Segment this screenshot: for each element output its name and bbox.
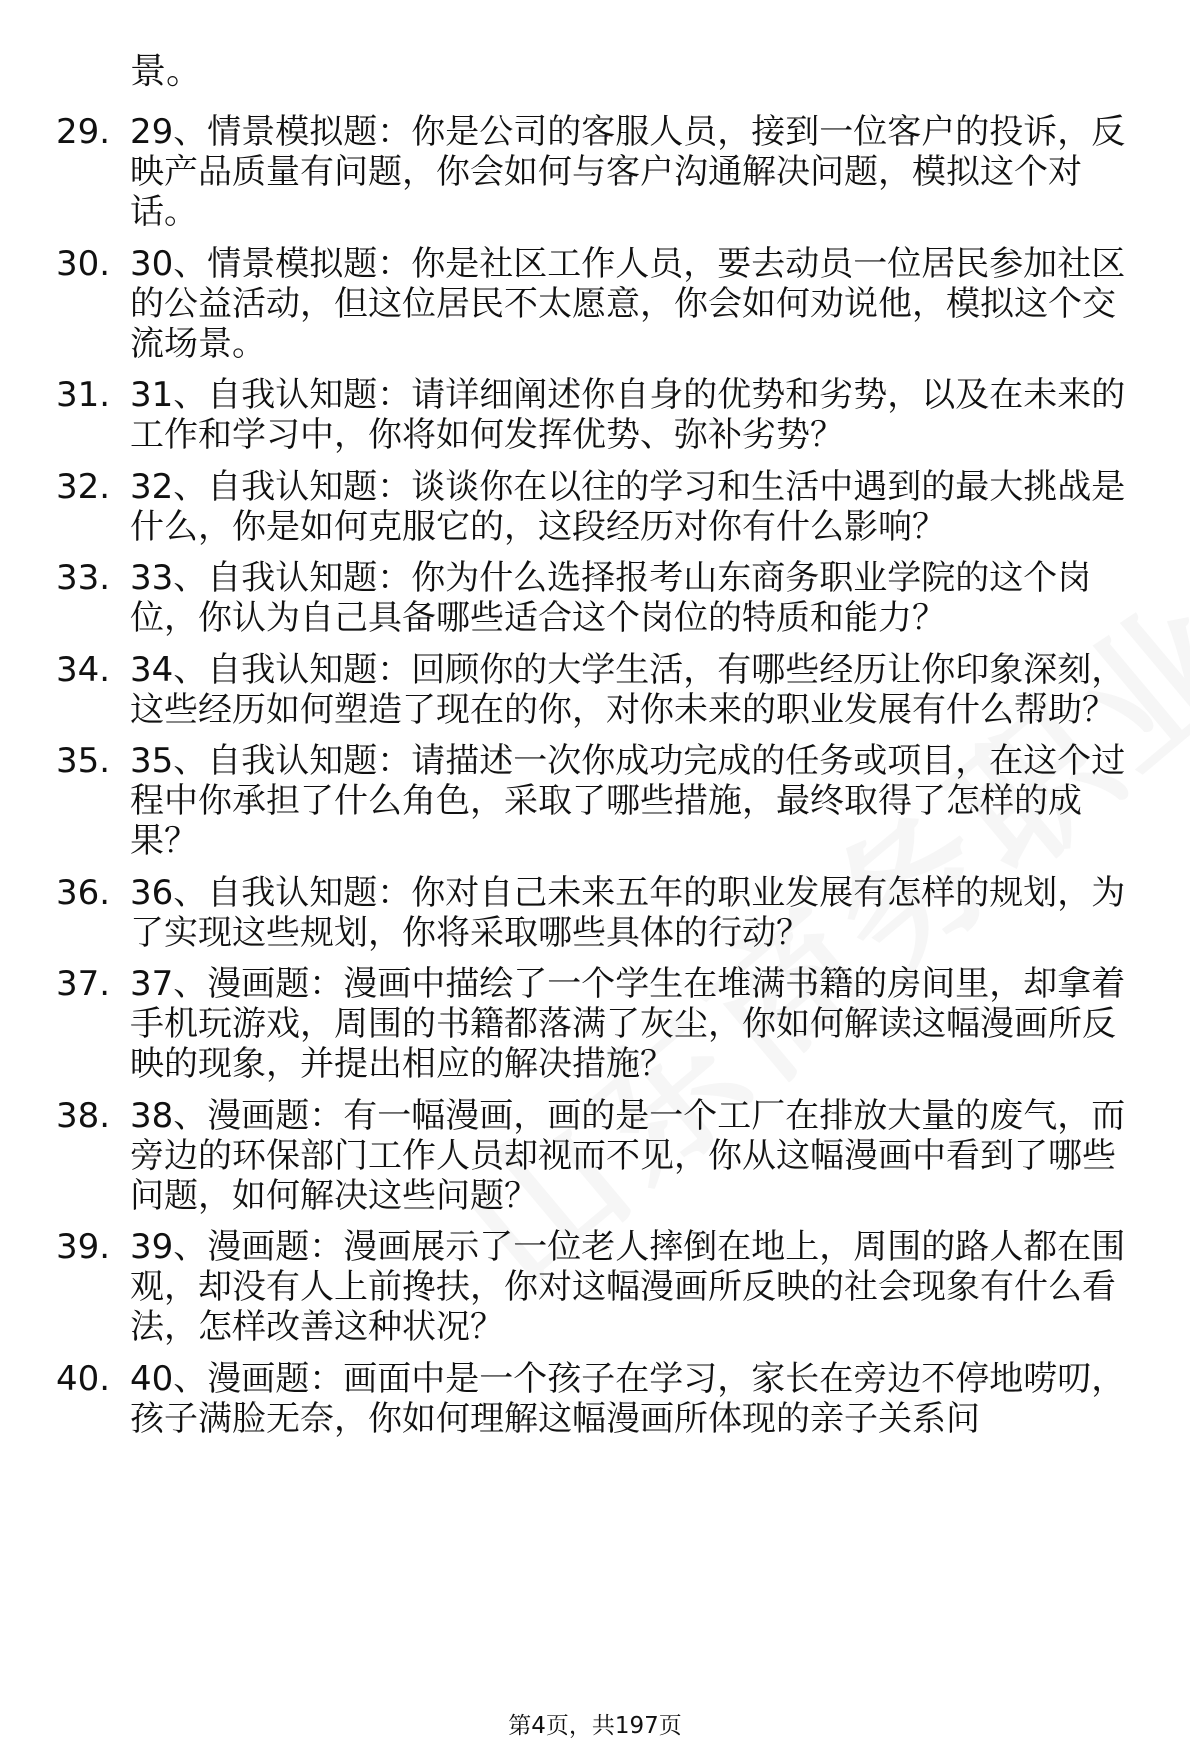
question-text: 32、自我认知题：谈谈你在以往的学习和生活中遇到的最大挑战是什么，你是如何克服它的，这段经历对你有什么影响？ xyxy=(130,466,1126,547)
question-text: 36、自我认知题：你对自己未来五年的职业发展有怎样的规划，为了实现这些规划，你将采取哪些具体的行动？ xyxy=(130,872,1126,953)
question-number: 32. xyxy=(56,466,111,507)
question-text: 35、自我认知题：请描述一次你成功完成的任务或项目，在这个过程中你承担了什么角色，采取了哪些措施，最终取得了怎样的成果？ xyxy=(130,741,1126,861)
question-text: 30、情景模拟题：你是社区工作人员，要去动员一位居民参加社区的公益活动，但这位居民不太愿意，你会如何劝说他，模拟这个交流场景。 xyxy=(130,243,1126,364)
question-number: 38. xyxy=(56,1095,111,1136)
question-number: 40. xyxy=(56,1358,111,1399)
question-item xyxy=(56,1359,1146,1439)
question-list xyxy=(56,112,1146,1450)
question-number: 30. xyxy=(56,243,111,284)
question-item xyxy=(56,964,1146,1084)
question-number: 33. xyxy=(56,558,111,598)
question-text: 33、自我认知题：你为什么选择报考山东商务职业学院的这个岗位，你认为自己具备哪些适合这个岗位的特质和能力？ xyxy=(130,558,1092,638)
question-item xyxy=(56,741,1146,861)
question-text: 37、漫画题：漫画中描绘了一个学生在堆满书籍的房间里，却拿着手机玩游戏，周围的书籍都落满了灰尘，你如何解读这幅漫画所反映的现象，并提出相应的解决措施？ xyxy=(130,964,1126,1084)
question-item xyxy=(56,873,1146,953)
question-text: 38、漫画题：有一幅漫画，画的是一个工厂在排放大量的废气，而旁边的环保部门工作人员却视而不见，你从这幅漫画中看到了哪些问题，如何解决这些问题？ xyxy=(130,1095,1126,1216)
question-text: 34、自我认知题：回顾你的大学生活，有哪些经历让你印象深刻，这些经历如何塑造了现在的你，对你未来的职业发展有什么帮助？ xyxy=(130,649,1126,730)
question-text: 31、自我认知题：请详细阐述你自身的优势和劣势，以及在未来的工作和学习中，你将如何发挥优势、弥补劣势？ xyxy=(130,375,1126,455)
question-number: 31. xyxy=(56,375,111,415)
question-number: 39. xyxy=(56,1227,111,1267)
question-number: 35. xyxy=(56,741,111,781)
question-item xyxy=(56,558,1146,638)
question-item xyxy=(56,375,1146,455)
question-item xyxy=(56,467,1146,547)
page-footer: 第4页，共197页 xyxy=(508,1713,682,1739)
question-item xyxy=(56,112,1146,232)
question-text: 40、漫画题：画面中是一个孩子在学习，家长在旁边不停地唠叨，孩子满脸无奈，你如何理解这幅漫画所体现的亲子关系问 xyxy=(130,1358,1126,1439)
question-item xyxy=(56,1227,1146,1347)
question-text: 39、漫画题：漫画展示了一位老人摔倒在地上，周围的路人都在围观，却没有人上前搀扶，你对这幅漫画所反映的社会现象有什么看法，怎样改善这种状况？ xyxy=(130,1227,1126,1347)
question-item xyxy=(56,650,1146,730)
question-number: 29. xyxy=(56,112,111,152)
question-number: 36. xyxy=(56,872,111,913)
question-number: 37. xyxy=(56,964,111,1004)
question-item xyxy=(56,244,1146,364)
question-item xyxy=(56,1096,1146,1216)
continuation-text: 景。 xyxy=(130,51,203,92)
question-text: 29、情景模拟题：你是公司的客服人员，接到一位客户的投诉，反映产品质量有问题，你会如何与客户沟通解决问题，模拟这个对话。 xyxy=(130,112,1126,232)
question-number: 34. xyxy=(56,649,111,690)
